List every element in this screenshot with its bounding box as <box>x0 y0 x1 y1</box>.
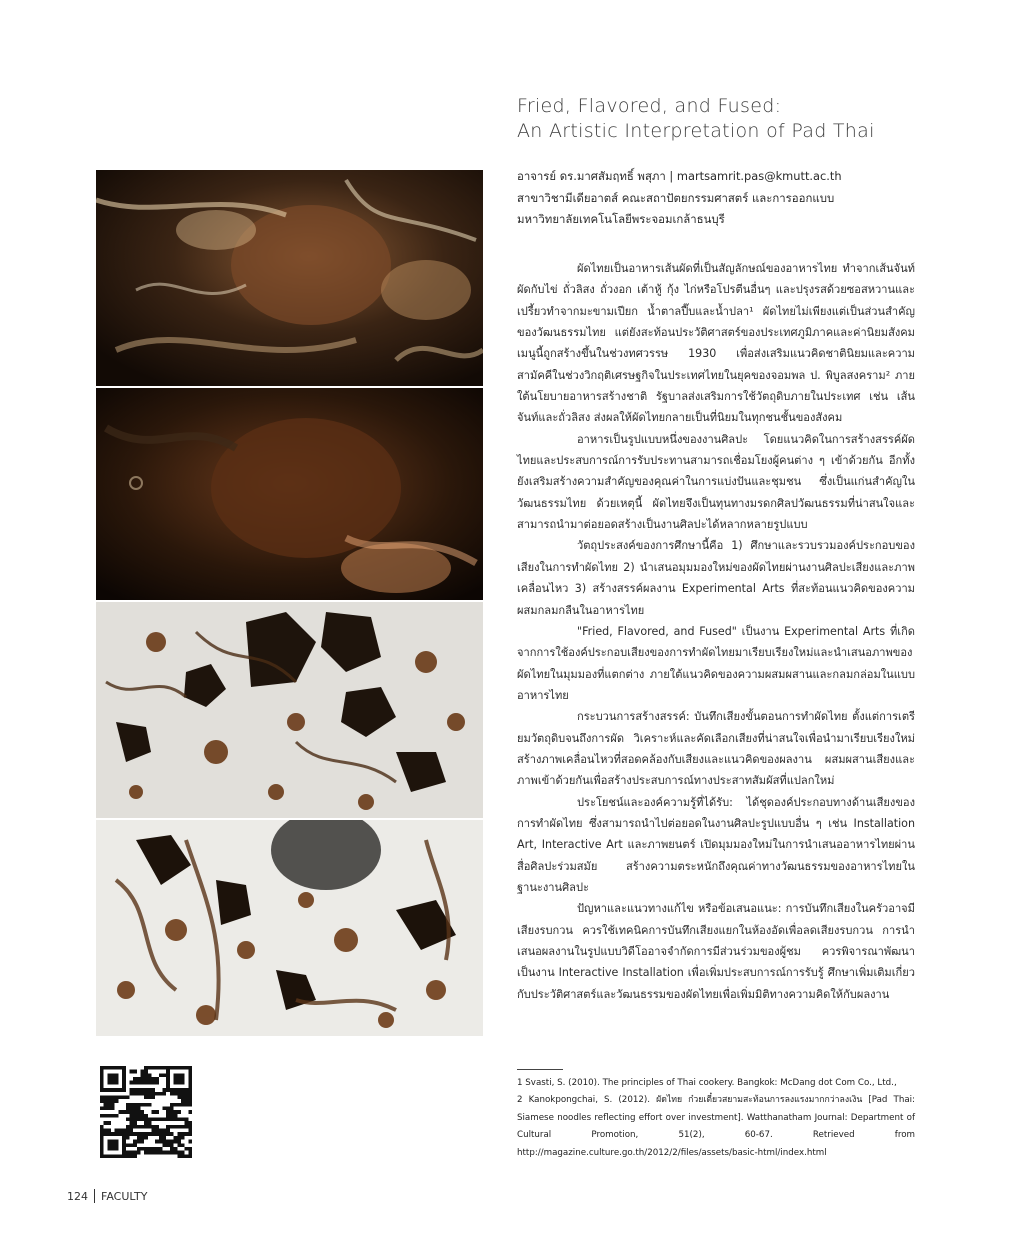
body-paragraph-5: กระบวนการสร้างสรรค์: บันทึกเสียงขั้นตอนการทำผัดไทย ตั้งแต่การเตรียมวัตถุดิบจนถึงการผัด วิเคราะห์และคัดเลือกเสียงที่น่าสนใจเพื่อนำมาเรียบเรียงใหม่ สร้างภาพเคลื่อนไหวที่สอดคล้องกับเสียงและแนวคิดของผลงาน ผสมผสานเสียงและภาพเข้าด้วยกันเพื่อสร้างประสบการณ์ทางประสาทสัมผัสที่แปลกใหม่ <box>517 710 915 788</box>
author-block <box>517 166 927 231</box>
article-body <box>517 258 915 1005</box>
author-department: สาขาวิชามีเดียอาตส์ คณะสถาปัตยกรรมศาสตร์ และการออกแบบ <box>517 190 835 205</box>
body-paragraph-3: วัตถุประสงค์ของการศึกษานี้คือ 1) ศึกษาและรวบรวมองค์ประกอบของเสียงในการทำผัดไทย 2) นำเสนอมุมมองใหม่ของผัดไทยผ่านงานศิลปะเสียงและภาพเคลื่อนไหว 3) สร้างสรรค์ผลงาน Experimental Arts ที่สะท้อนแนวคิดของความผสมกลมกลืนในอาหารไทย <box>517 539 915 617</box>
page-number: 124 <box>67 1189 88 1203</box>
footnotes <box>517 1075 915 1162</box>
photo-column <box>96 170 483 1036</box>
photo-noodle-fragments-1 <box>96 602 483 818</box>
qr-code-icon[interactable] <box>100 1066 192 1158</box>
article-title <box>517 94 957 144</box>
footnote-2: 2 Kanokpongchai, S. (2012). ผัดไทย ก๋วยเตี๋ยวสยามสะท้อนการลงแรงมากกว่าลงเงิน [Pad Thai: Siamese noodles reflecting effort over investment]. Watthanatham Journal: Department of Cultural Promotion, 51(2), 60-67. Retrieved from http://magazine.culture.go.th/2012/2/files/assets/basic-html/index.html <box>517 1095 915 1158</box>
body-paragraph-4: "Fried, Flavored, and Fused" เป็นงาน Experimental Arts ที่เกิดจากการใช้องค์ประกอบเสียงของการทำผัดไทยมาเรียบเรียงใหม่และนำเสนอภาพของผัดไทยในมุมมองที่แตกต่าง ภายใต้แนวคิดของความผสมผสานและกลมกล่อมในแบบอาหารไทย <box>517 624 915 702</box>
body-paragraph-1: ผัดไทยเป็นอาหารเส้นผัดที่เป็นสัญลักษณ์ของอาหารไทย ทำจากเส้นจันท์ผัดกับไข่ ถั่วลิสง ถั่วงอก เต้าหู้ กุ้ง ไก่หรือโปรตีนอื่นๆ และปรุงรสด้วยซอสหวานและเปรี้ยวทำจากมะขามเปียก น้ำตาลปี๊บและน้ำปลา¹ ผัดไทยไม่เพียงแต่เป็นส่วนสำคัญของวัฒนธรรมไทย แต่ยังสะท้อนประวัติศาสตร์ของประเทศภูมิภาคและค่านิยมสังคม เมนูนี้ถูกสร้างขึ้นในช่วงทศวรรษ 1930 เพื่อส่งเสริมแนวคิดชาตินิยมและความสามัคคีในช่วงวิกฤติเศรษฐกิจในประเทศไทยในยุคของจอมพล ป. พิบูลสงคราม² ภายใต้นโยบายอาหารสร้างชาติ รัฐบาลส่งเสริมการใช้วัตถุดิบภายในประเทศ เช่น เส้นจันท์และถั่วลิสง ส่งผลให้ผัดไทยกลายเป็นที่นิยมในทุกชนชั้นของสังคม <box>517 262 915 425</box>
photo-noodle-closeup-2 <box>96 388 483 600</box>
body-paragraph-2: อาหารเป็นรูปแบบหนึ่งของงานศิลปะ โดยแนวคิดในการสร้างสรรค์ผัดไทยและประสบการณ์การรับประทานสามารถเชื่อมโยงผู้คนต่าง ๆ เข้าด้วยกัน อีกทั้งยังเสริมสร้างความสำคัญของคุณค่าในการแบ่งปันและชุมชน ซึ่งเป็นแก่นสำคัญในวัฒนธรรมไทย ด้วยเหตุนี้ ผัดไทยจึงเป็นทุนทางมรดกศิลปวัฒนธรรมที่น่าสนใจและสามารถนำมาต่อยอดสร้างเป็นงานศิลปะได้หลากหลายรูปแบบ <box>517 432 915 532</box>
author-university: มหาวิทยาลัยเทคโนโลยีพระจอมเกล้าธนบุรี <box>517 212 725 226</box>
photo-noodle-fragments-2 <box>96 820 483 1036</box>
qr-code-graphic <box>100 1066 192 1158</box>
page-footer <box>67 1189 147 1203</box>
footer-section: FACULTY <box>101 1189 148 1203</box>
article-title-line-1: Fried, Flavored, and Fused: <box>517 95 782 117</box>
author-name-email: อาจารย์ ดร.มาศสัมฤทธิ์ พสุภา | martsamrit.pas@kmutt.ac.th <box>517 169 842 183</box>
article-title-line-2: An Artistic Interpretation of Pad Thai <box>517 120 875 142</box>
body-paragraph-7: ปัญหาและแนวทางแก้ไข หรือข้อเสนอแนะ: การบันทึกเสียงในครัวอาจมีเสียงรบกวน ควรใช้เทคนิคการบันทึกเสียงแยกในห้องอัดเพื่อลดเสียงรบกวน การนำเสนอผลงานในรูปแบบวิดีโออาจจำกัดการมีส่วนร่วมของผู้ชม ควรพิจารณาพัฒนาเป็นงาน Interactive Installation เพื่อเพิ่มประสบการณ์การรับรู้ ศึกษาเพิ่มเติมเกี่ยวกับประวัติศาสตร์และวัฒนธรรมของผัดไทยเพื่อเพิ่มมิติทางความคิดให้กับผลงาน <box>517 902 915 1001</box>
footnote-divider <box>517 1069 563 1070</box>
photo-noodle-closeup-1 <box>96 170 483 386</box>
footnote-1: 1 Svasti, S. (2010). The principles of Thai cookery. Bangkok: McDang dot Com Co., Ltd., <box>517 1078 897 1088</box>
footer-divider <box>94 1189 95 1203</box>
body-paragraph-6: ประโยชน์และองค์ความรู้ที่ได้รับ: ได้ชุดองค์ประกอบทางด้านเสียงของการทำผัดไทย ซึ่งสามารถนำไปต่อยอดในงานศิลปะรูปแบบอื่น ๆ เช่น Installation Art, Interactive Art และภาพยนตร์ เปิดมุมมองใหม่ในการนำเสนออาหารไทยผ่านสื่อศิลปะร่วมสมัย สร้างความตระหนักถึงคุณค่าทางวัฒนธรรมของอาหารไทยในฐานะงานศิลปะ <box>517 795 915 894</box>
